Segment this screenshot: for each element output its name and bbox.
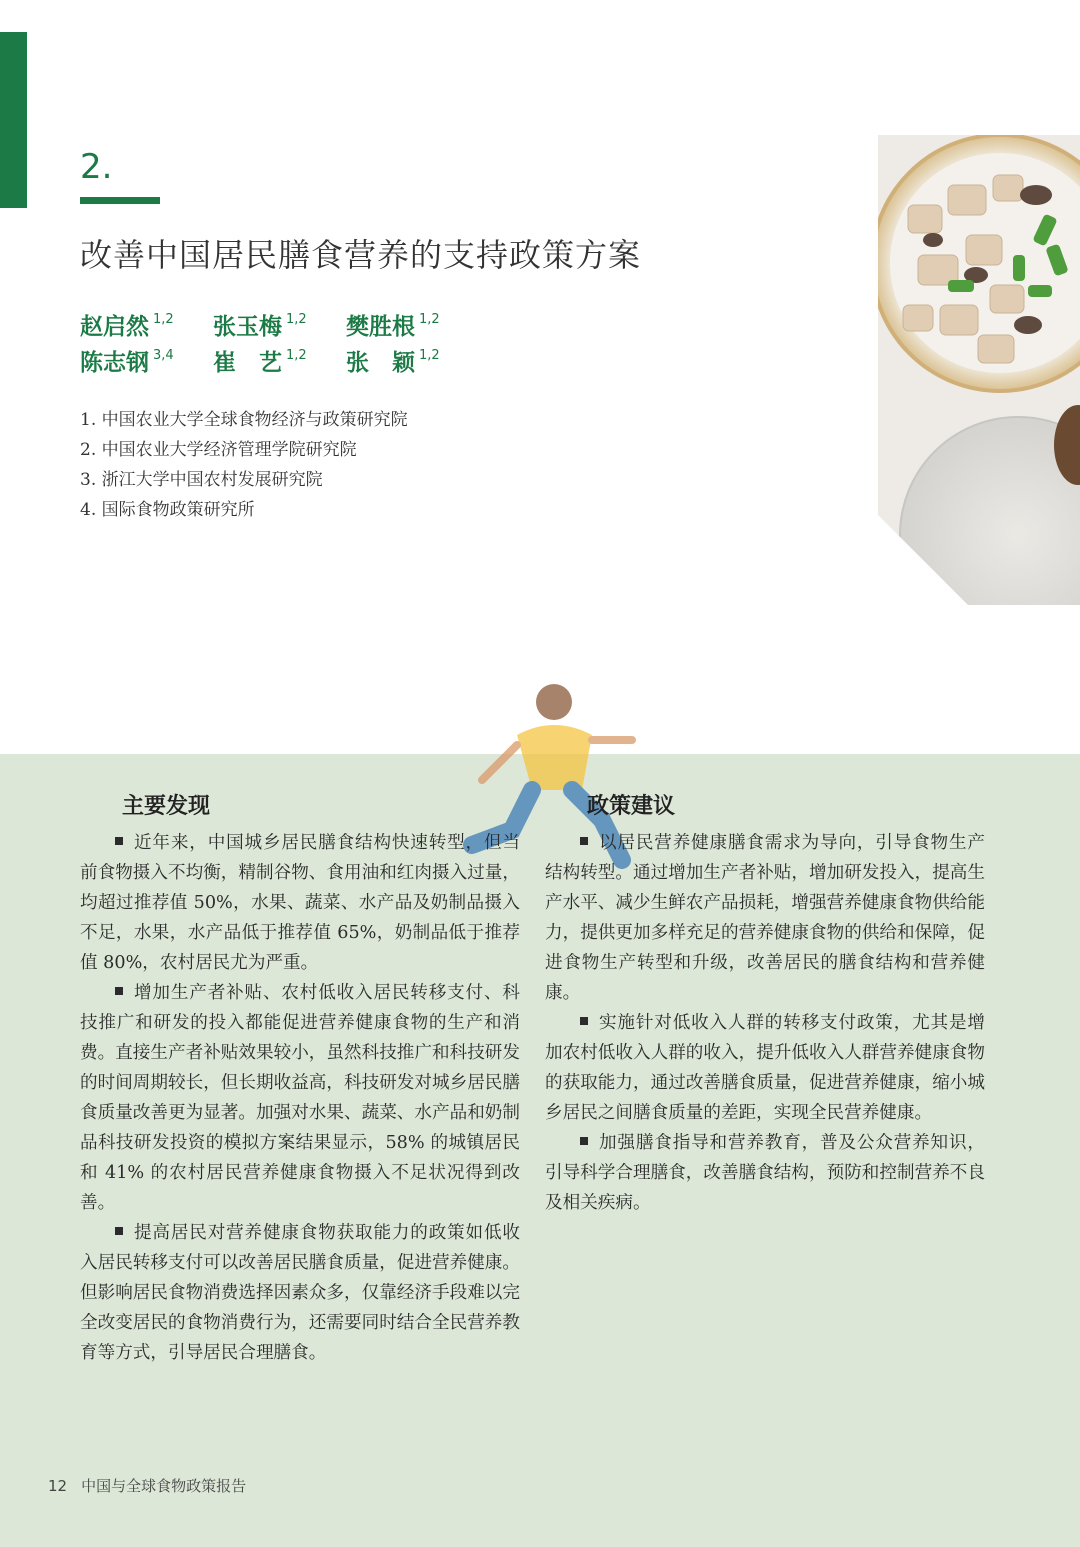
recommendation-paragraph: 实施针对低收入人群的转移支付政策，尤其是增加农村低收入人群的收入，提升低收入人群营养健康食物的获取能力，通过改善膳食质量，促进营养健康，缩小城乡居民之间膳食质量的差距，实现全民营养健康。 xyxy=(545,1013,985,1123)
recommendation-paragraph: 加强膳食指导和营养教育，普及公众营养知识，引导科学合理膳食，改善膳食结构，预防和控制营养不良及相关疾病。 xyxy=(545,1133,985,1213)
authors-block xyxy=(80,308,479,380)
food-bowl-photo xyxy=(878,135,1080,605)
square-bullet-icon xyxy=(115,1227,123,1235)
page-footer xyxy=(48,1475,246,1496)
author: 赵启然 $^{1,2}$ xyxy=(80,312,174,340)
recommendation-paragraph: 以居民营养健康膳食需求为导向，引导食物生产结构转型。通过增加生产者补贴，增加研发投入，提高生产水平、减少生鲜农产品损耗，增强营养健康食物供给能力，提供更加多样充足的营养健康食物的供给和保障，促进食物生产转型和升级，改善居民的膳食结构和营养健康。 xyxy=(545,833,985,1003)
affiliation: 1. 中国农业大学全球食物经济与政策研究院 xyxy=(80,410,408,430)
square-bullet-icon xyxy=(580,1137,588,1145)
author-row xyxy=(80,344,479,380)
page-number: 12 xyxy=(48,1477,68,1495)
author: 张玉梅 $^{1,2}$ xyxy=(213,312,307,340)
square-bullet-icon xyxy=(115,837,123,845)
chapter-rule xyxy=(80,197,160,204)
recommendations-heading: 政策建议 xyxy=(587,794,676,819)
page-title: 改善中国居民膳食营养的支持政策方案 xyxy=(80,236,642,274)
affiliation: 4. 国际食物政策研究所 xyxy=(80,500,255,520)
findings-column xyxy=(80,790,520,1368)
author-row xyxy=(80,308,479,344)
affiliations-list xyxy=(80,405,408,525)
author: 陈志钢 $^{3,4}$ xyxy=(80,348,174,376)
square-bullet-icon xyxy=(115,987,123,995)
findings-heading: 主要发现 xyxy=(122,794,211,819)
finding-paragraph: 提高居民对营养健康食物获取能力的政策如低收入居民转移支付可以改善居民膳食质量，促进营养健康。但影响居民食物消费选择因素众多，仅靠经济手段难以完全改变居民的食物消费行为，还需要同时结合全民营养教育等方式，引导居民合理膳食。 xyxy=(80,1223,520,1363)
side-accent-bar xyxy=(0,32,27,208)
publication-name: 中国与全球食物政策报告 xyxy=(81,1477,247,1495)
square-bullet-icon xyxy=(580,837,588,845)
author: 张 颖 $^{1,2}$ xyxy=(346,348,440,376)
author: 崔 艺 $^{1,2}$ xyxy=(213,348,307,376)
author: 樊胜根 $^{1,2}$ xyxy=(346,312,440,340)
square-bullet-icon xyxy=(580,1017,588,1025)
recommendations-column xyxy=(545,790,985,1218)
affiliation: 3. 浙江大学中国农村发展研究院 xyxy=(80,470,323,490)
finding-paragraph: 增加生产者补贴、农村低收入居民转移支付、科技推广和研发的投入都能促进营养健康食物的生产和消费。直接生产者补贴效果较小，虽然科技推广和科技研发的时间周期较长，但长期收益高，科技研发对城乡居民膳食质量改善更为显著。加强对水果、蔬菜、水产品和奶制品科技研发投资的模拟方案结果显示，58% 的城镇居民和 41% 的农村居民营养健康食物摄入不足状况得到改善。 xyxy=(80,983,520,1213)
affiliation: 2. 中国农业大学经济管理学院研究院 xyxy=(80,440,357,460)
chapter-number: 2. xyxy=(80,147,113,187)
finding-paragraph: 近年来，中国城乡居民膳食结构快速转型，但当前食物摄入不均衡，精制谷物、食用油和红肉摄入过量，均超过推荐值 50%，水果、蔬菜、水产品及奶制品摄入不足，水果，水产品低于推荐值 65%，奶制品低于推荐值 80%，农村居民尤为严重。 xyxy=(80,833,520,973)
